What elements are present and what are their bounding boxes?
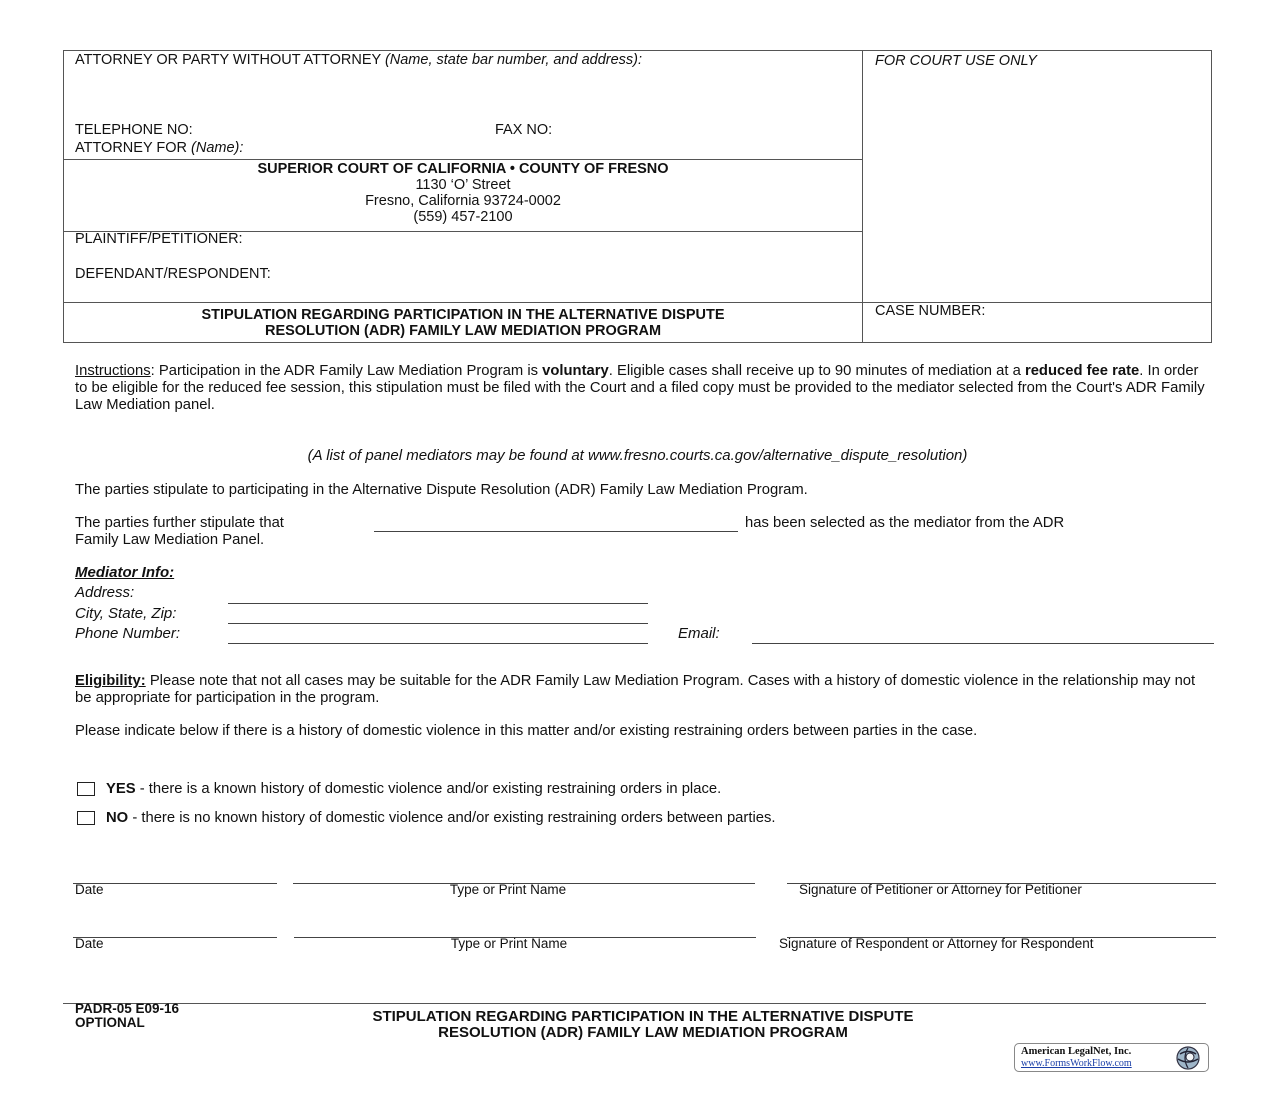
footer-title-line1: STIPULATION REGARDING PARTICIPATION IN THE ALTERNATIVE DISPUTE	[372, 1008, 914, 1025]
attorney-label-hint: (Name, state bar number, and address):	[384, 52, 643, 68]
eligibility-text: Please note that not all cases may be suitable for the ADR Family Law Mediation Program. Cases with a history of domestic violence in the relationship may not be appropriate for participation in the program.	[75, 673, 1196, 706]
court-street: 1130 ‘O’ Street	[415, 177, 511, 193]
eligibility-heading: Eligibility:	[75, 673, 146, 689]
logo-name: American LegalNet, Inc.	[1021, 1046, 1132, 1057]
court-name: SUPERIOR COURT OF CALIFORNIA • COUNTY OF FRESNO	[257, 161, 669, 177]
reduced-fee-text: reduced fee rate	[1024, 363, 1140, 379]
logo-url[interactable]: www.FormsWorkFlow.com	[1021, 1058, 1132, 1069]
yes-checkbox[interactable]	[77, 782, 95, 796]
respondent-date-field[interactable]	[73, 937, 277, 938]
indicate-paragraph: Please indicate below if there is a history of domestic violence in this matter and/or existing restraining orders between parties in the case.	[75, 723, 978, 739]
mediator-city-field[interactable]	[228, 623, 648, 624]
no-checkbox[interactable]	[77, 811, 95, 825]
caption-title-line1: STIPULATION REGARDING PARTICIPATION IN THE ALTERNATIVE DISPUTE	[201, 307, 725, 323]
instructions-part2: . Eligible cases shall receive up to 90 minutes of mediation at a	[608, 363, 1025, 379]
mediator-city-label: City, State, Zip:	[75, 605, 177, 622]
no-text: - there is no known history of domestic violence and/or existing restraining orders between parties.	[128, 810, 776, 826]
yes-text: - there is a known history of domestic violence and/or existing restraining orders in place.	[135, 781, 722, 797]
caption-rule-1	[63, 159, 863, 160]
mediator-email-label: Email:	[678, 625, 720, 642]
instructions-heading: Instructions	[75, 363, 151, 379]
defendant-label: DEFENDANT/RESPONDENT:	[75, 266, 271, 282]
caption-title-line2: RESOLUTION (ADR) FAMILY LAW MEDIATION PROGRAM	[264, 323, 662, 339]
petitioner-signature-label: Signature of Petitioner or Attorney for Petitioner	[799, 882, 1082, 897]
instructions-paragraph	[75, 363, 1205, 414]
fax-label: FAX NO:	[495, 122, 553, 138]
mediator-info-heading: Mediator Info:	[75, 564, 175, 581]
attorney-for-label	[75, 140, 243, 157]
telephone-label: TELEPHONE NO:	[75, 122, 193, 138]
mediator-phone-label: Phone Number:	[75, 625, 181, 642]
globe-icon	[1171, 1045, 1205, 1071]
petitioner-name-label: Type or Print Name	[449, 882, 567, 897]
petitioner-date-label: Date	[75, 882, 104, 897]
mediator-phone-field[interactable]	[228, 643, 648, 644]
stipulation-2b: has been selected as the mediator from the ADR	[745, 515, 1065, 531]
no-option	[106, 810, 775, 827]
eligibility-paragraph	[75, 673, 1205, 707]
attorney-for-hint: (Name):	[191, 140, 244, 156]
case-number-label: CASE NUMBER:	[875, 303, 986, 319]
plaintiff-label: PLAINTIFF/PETITIONER:	[75, 231, 243, 247]
mediator-name-field[interactable]	[374, 531, 738, 532]
form-id: PADR-05 E09-16	[75, 1001, 180, 1016]
court-phone: (559) 457-2100	[413, 209, 513, 225]
instructions-part1: Participation in the ADR Family Law Mediation Program is	[154, 363, 543, 379]
attorney-label-text: ATTORNEY OR PARTY WITHOUT ATTORNEY	[75, 52, 381, 68]
panel-note: (A list of panel mediators may be found at www.fresno.courts.ca.gov/alternative_dispute_resolution)	[307, 447, 968, 464]
american-legalnet-logo[interactable]	[1014, 1043, 1209, 1072]
footer-title-line2: RESOLUTION (ADR) FAMILY LAW MEDIATION PROGRAM	[438, 1024, 848, 1041]
respondent-name-label: Type or Print Name	[450, 936, 568, 951]
stipulation-2c: Family Law Mediation Panel.	[75, 532, 265, 548]
respondent-date-label: Date	[75, 936, 104, 951]
no-label: NO	[106, 810, 129, 826]
voluntary-text: voluntary	[542, 363, 609, 379]
mediator-address-field[interactable]	[228, 603, 648, 604]
stipulation-1: The parties stipulate to participating in the Alternative Dispute Resolution (ADR) Family Law Mediation Program.	[75, 482, 808, 498]
attorney-label	[75, 52, 642, 69]
court-city: Fresno, California 93724-0002	[365, 193, 561, 209]
stipulation-2a: The parties further stipulate that	[75, 515, 284, 531]
yes-option	[106, 781, 721, 798]
footer-rule	[63, 1003, 1206, 1004]
caption-rule-3	[63, 302, 1212, 303]
instructions-part3: . In order to be eligible for the reduced fee session, this stipulation must be filed with the Court and a filed copy must be provided to the mediator selected from the Court's ADR Family Law Mediation panel.	[75, 363, 1205, 413]
petitioner-date-field[interactable]	[73, 883, 277, 884]
instructions-colon: :	[150, 363, 155, 379]
attorney-name-field[interactable]	[75, 72, 855, 122]
mediator-email-field[interactable]	[752, 643, 1214, 644]
yes-label: YES	[106, 781, 136, 797]
mediator-address-label: Address:	[75, 584, 135, 601]
respondent-signature-label: Signature of Respondent or Attorney for Respondent	[779, 936, 1094, 951]
attorney-for-text: ATTORNEY FOR	[75, 140, 187, 156]
form-optional: OPTIONAL	[75, 1015, 145, 1030]
court-use-label: FOR COURT USE ONLY	[875, 53, 1037, 69]
